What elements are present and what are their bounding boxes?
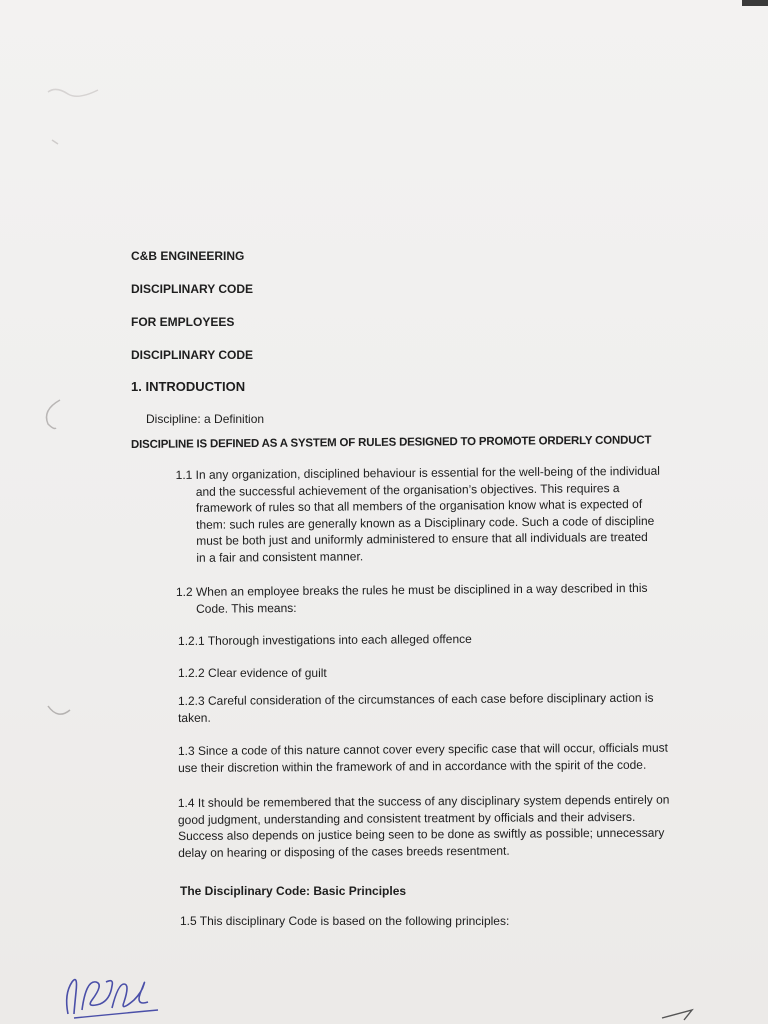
paragraph-1-5: 1.5 This disciplinary Code is based on the following principles: (180, 914, 510, 928)
paragraph-1-2-3 (178, 690, 654, 727)
definition-label: Discipline: a Definition (146, 412, 265, 426)
text-line: in a fair and consistent manner. (196, 549, 364, 565)
doc-subtitle: FOR EMPLOYEES (131, 315, 235, 329)
definition-statement: DISCIPLINE IS DEFINED AS A SYSTEM OF RULES DESIGNED TO PROMOTE ORDERLY CONDUCT (130, 434, 652, 451)
company-name: C&B ENGINEERING (131, 249, 245, 263)
text-line: 1.3 Since a code of this nature cannot cover every specific case that will occur, officials must (177, 740, 669, 759)
section-heading-introduction: 1. INTRODUCTION (131, 379, 246, 394)
handwritten-signature (60, 962, 170, 1022)
paragraph-1-2-1: 1.2.1 Thorough investigations into each alleged offence (177, 631, 472, 648)
paragraph-number: 1.1 (175, 467, 193, 483)
text-line: and the successful achievement of the organisation’s objectives. This requires a (195, 480, 620, 499)
text-line: In any organization, disciplined behaviour is essential for the well-being of the individual (195, 463, 660, 482)
paragraph-1-2-2: 1.2.2 Clear evidence of guilt (178, 666, 327, 680)
text-line: taken. (178, 710, 211, 725)
paragraph-1-3 (178, 740, 668, 777)
paragraph-1-4 (178, 792, 670, 862)
text-line: 1.2.3 Careful consideration of the circumstances of each case before disciplinary action is (177, 690, 654, 709)
text-line: good judgment, understanding and consistent treatment by officials and their advisers. (177, 809, 636, 827)
doc-title: DISCIPLINARY CODE (131, 282, 254, 296)
text-line: Success also depends on justice being seen to be done as swiftly as possible; unnecessary (178, 825, 665, 844)
paragraph-1-2 (176, 580, 648, 617)
paragraph-number: 1.2 (175, 584, 193, 600)
text-line: When an employee breaks the rules he must be disciplined in a way described in this (195, 580, 648, 599)
doc-title-repeat: DISCIPLINARY CODE (131, 348, 254, 362)
text-line: Code. This means: (196, 600, 297, 616)
text-line: them: such rules are generally known as a Disciplinary code. Such a code of discipline (196, 513, 655, 532)
text-line: delay on hearing or disposing of the cases breeds resentment. (178, 843, 510, 860)
text-line: framework of rules so that all members of the organisation know what is expected of (195, 497, 643, 516)
text-line: must be both just and uniformly administered to ensure that all individuals are treated (196, 530, 648, 549)
text-line: 1.4 It should be remembered that the success of any disciplinary system depends entirely on (177, 792, 670, 811)
text-line: use their discretion within the framework of and in accordance with the spirit of the code. (178, 757, 647, 775)
basic-principles-heading: The Disciplinary Code: Basic Principles (180, 884, 407, 898)
paragraph-1-1 (176, 463, 661, 567)
